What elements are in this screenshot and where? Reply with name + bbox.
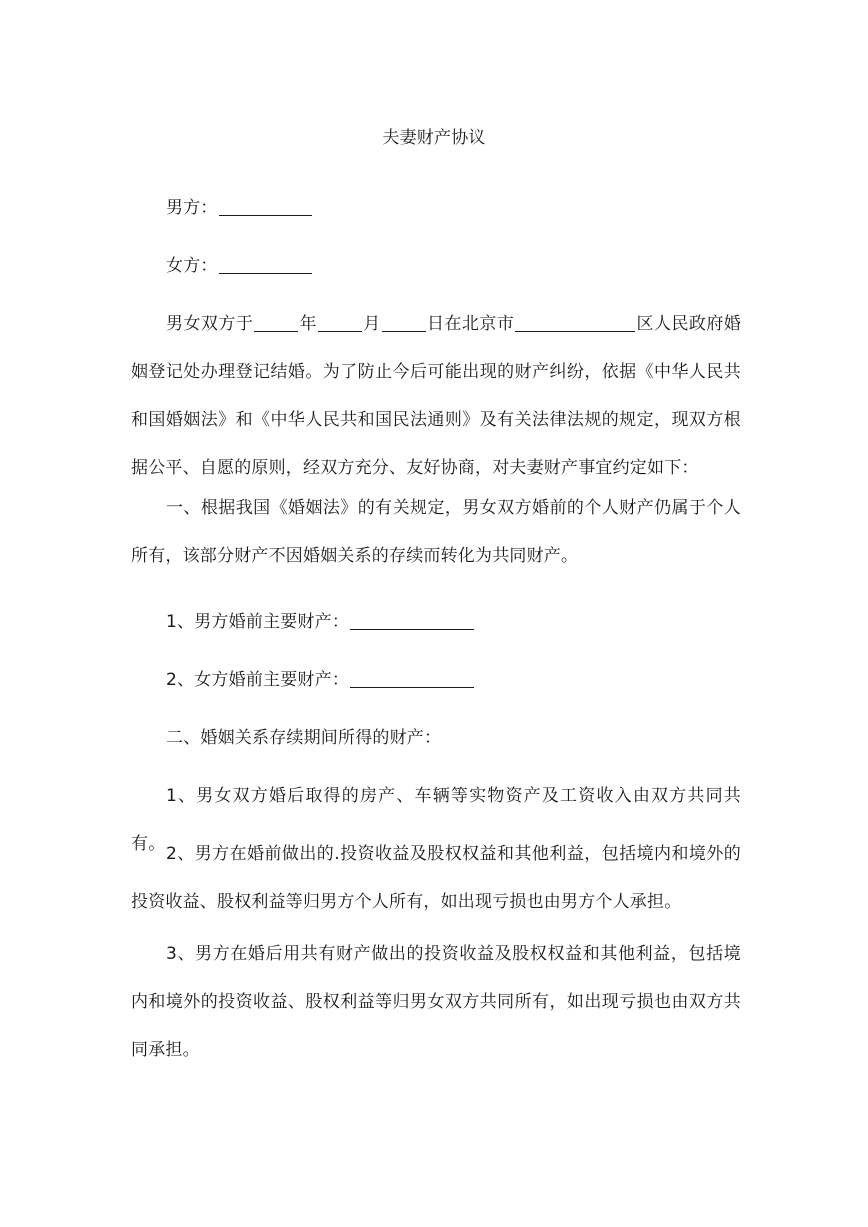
intro-text-2: 年 xyxy=(299,314,318,334)
year-blank xyxy=(254,313,298,332)
section-2-item-2: 2、男方在婚前做出的.投资收益及股权权益和其他利益，包括境内和境外的投资收益、股权利益等归男方个人所有，如出现亏损也由男方个人承担。 xyxy=(131,844,741,912)
section-1-item-2 xyxy=(131,656,741,704)
husband-premarital-label: 1、男方婚前主要财产： xyxy=(166,612,350,632)
section-2-item-1: 1、男女双方婚后取得的房产、车辆等实物资产及工资收入由双方共同共有。 xyxy=(131,786,741,854)
section-1-item-1 xyxy=(131,598,741,646)
wife-name-blank xyxy=(219,255,312,274)
intro-paragraph xyxy=(131,300,741,492)
section-1-paragraph: 一、根据我国《婚姻法》的有关规定，男女双方婚前的个人财产仍属于个人所有，该部分财产不因婚姻关系的存续而转化为共同财产。 xyxy=(131,498,741,566)
wife-premarital-label: 2、女方婚前主要财产： xyxy=(166,670,350,690)
intro-text-3: 月 xyxy=(363,314,381,334)
document-title: 夫妻财产协议 xyxy=(382,128,486,148)
wife-label: 女方： xyxy=(166,256,218,276)
husband-premarital-blank xyxy=(350,611,474,630)
husband-line xyxy=(131,184,741,232)
month-blank xyxy=(318,313,362,332)
district-blank xyxy=(515,313,635,332)
section-2-item-3: 3、男方在婚后用共有财产做出的投资收益及股权权益和其他利益，包括境内和境外的投资收益、股权利益等归男女双方共同所有，如出现亏损也由双方共同承担。 xyxy=(131,944,741,1060)
husband-name-blank xyxy=(219,197,312,216)
intro-text-5: 区人民政府婚姻登记处办理登记结婚。为了防止今后可能出现的财产纠纷，依据《中华人民共和国婚姻法》和《中华人民共和国民法通则》及有关法律法规的规定，现双方根据公平、自愿的原则，经双方充分、友好协商，对夫妻财产事宜约定如下： xyxy=(131,314,742,478)
intro-text-1: 男女双方于 xyxy=(166,314,254,334)
day-blank xyxy=(382,313,426,332)
wife-line xyxy=(131,242,741,290)
section-2-heading: 二、婚姻关系存续期间所得的财产： xyxy=(166,728,442,748)
husband-label: 男方： xyxy=(166,198,218,218)
wife-premarital-blank xyxy=(350,669,474,688)
intro-text-4: 日在北京市 xyxy=(426,314,515,334)
